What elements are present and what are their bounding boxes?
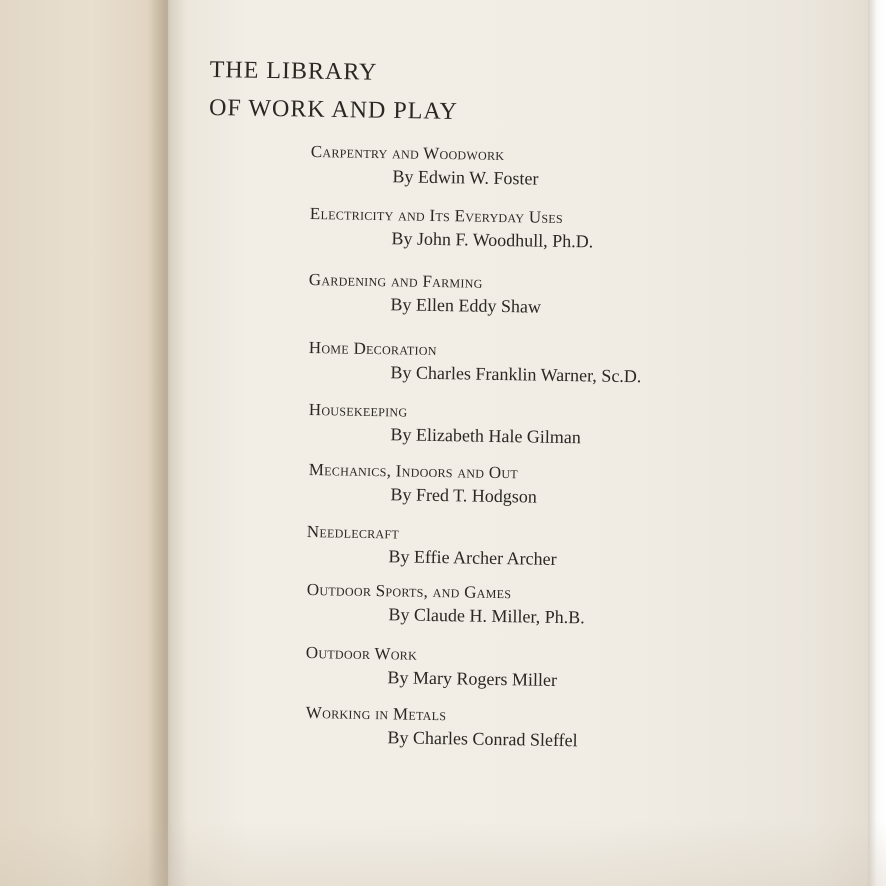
page-edge	[868, 0, 886, 886]
book-gutter	[148, 0, 188, 886]
book-entry	[310, 142, 539, 190]
book-entry	[306, 580, 585, 628]
series-title-line-2: OF WORK AND PLAY	[208, 94, 459, 125]
book-title: Working in Metals	[305, 703, 447, 725]
book-author: By John F. Woodhull, Ph.D.	[391, 228, 594, 252]
book-title: Outdoor Sports, and Games	[306, 580, 512, 603]
book-title: Electricity and Its Everyday Uses	[309, 204, 564, 227]
book-entry	[308, 400, 581, 448]
book-entry	[309, 204, 593, 252]
book-title: Outdoor Work	[305, 643, 418, 664]
book-title: Housekeeping	[308, 400, 408, 421]
book-author: By Charles Conrad Sleffel	[387, 727, 578, 751]
book-author: By Elizabeth Hale Gilman	[390, 424, 582, 448]
book-entry	[305, 703, 578, 751]
book-entry	[308, 460, 537, 508]
book-author: By Fred T. Hodgson	[390, 484, 537, 507]
book-entry	[308, 270, 541, 318]
left-page	[0, 0, 168, 886]
series-title-line-1: THE LIBRARY	[209, 56, 378, 86]
series-title	[209, 52, 459, 132]
book-author: By Ellen Eddy Shaw	[390, 294, 542, 317]
book-author: By Edwin W. Foster	[392, 166, 539, 189]
book-author: By Charles Franklin Warner, Sc.D.	[390, 362, 642, 387]
book-entry	[308, 338, 642, 387]
book-title: Mechanics, Indoors and Out	[308, 460, 519, 483]
book-title: Carpentry and Woodwork	[310, 142, 505, 165]
book-entry	[305, 643, 557, 691]
bottom-shadow	[0, 820, 886, 886]
book-title: Home Decoration	[308, 338, 437, 360]
book-author: By Mary Rogers Miller	[387, 667, 558, 690]
book-title: Needlecraft	[306, 522, 400, 543]
book-title: Gardening and Farming	[308, 270, 483, 292]
book-author: By Effie Archer Archer	[388, 546, 557, 569]
book-author: By Claude H. Miller, Ph.B.	[388, 604, 585, 628]
book-entry	[306, 522, 557, 570]
